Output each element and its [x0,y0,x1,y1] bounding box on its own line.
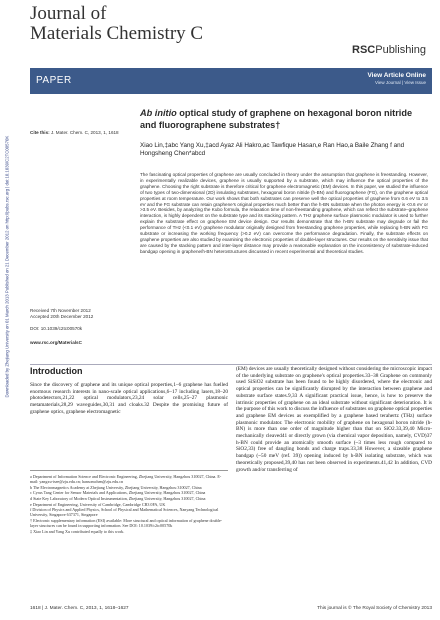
rsc-logo-bold: RSC [352,44,376,56]
article-meta-column [30,130,135,345]
journal-title[interactable] [30,4,203,44]
view-article-online-link[interactable]: View Article Online [367,72,426,79]
footnote: b The Electromagnetics Academy at Zhejiang University, Zhejiang University, Hangzhou 310027, China [30,484,202,490]
body-text-column-2: (EM) devices are usually theoretically designed without considering the microscopic impact of the underlying substrate on graphene's optical properties.33–38 Graphene on commonly used SiSiO2 substrate has been found to be highly disordered, where the electronic and optical properties can be significantly disrupted by the interaction between graphene and substrate surface states.9,33 A significant practical issue, hence, is how to preserve the intrinsic properties of graphene on an ideal substrate without significant deterioration. It is the purpose of this work to discuss the influence of substrates on graphene optical properties and graphene EM devices as exemplified by a graphene based terahertz (THz) surface plasmonic modulator. The electronic mobility of graphene on hexagonal boron nitride (h-BN) is more than one order of magnitude higher than that on SiO2.33,39,40 Micro-mechanically cleaved41 or directly grown (via chemical vapor deposition, namely, CVD)37 h-BN could provide an atomically smooth surface (~3 times less rough compared to SiO2,33) free of dangling bonds and charge traps.33,38 However, a sizeable graphene bandgap (~50 meV (ref. 39)) opening induced by h-BN isolating substrate, which was theoretically proposed,39,40 has not been observed in experiments.41,42 In addition, CVD growth and/or transferring of [236,366,432,473]
article-type-banner [30,68,432,94]
footnote: d State Key Laboratory of Modern Optical Instrumentation, Zhejiang University, Hangzhou 310027, China [30,495,206,501]
footer-citation: 1618 | J. Mater. Chem. C, 2013, 1, 1618–1627 [30,606,129,611]
section-heading-introduction: Introduction [30,366,83,376]
footnote: f Division of Physics and Applied Physics, School of Physical and Mathematical Sciences, Nanyang Technological University, Singapore 637371, Singapore [30,507,219,518]
footnote: a Department of Information Science and Electronic Engineering, Zhejiang University, Hangzhou 310027, China. E-mail: yangxu-isee@zju.edu.cn; hansomchen@zju.edu.cn [30,474,222,485]
journal-title-line2: Materials Chemistry C [30,23,204,44]
journal-url-link[interactable]: www.rsc.org/MaterialsC [30,340,82,345]
article-title-rest: optical study of graphene on hexagonal boron nitride and fluorographene substrates† [140,108,413,130]
journal-title-line1: Journal of [30,3,107,24]
footnote: ‡ Xiao Lin and Yang Xu contributed equally to this work. [30,528,125,534]
banner-links [367,72,426,85]
accepted-date: Accepted 20th December 2012 [30,314,94,319]
affiliation-footnotes [30,470,228,534]
received-date: Received 7th November 2012 [30,308,91,313]
footnote: c Cyrus Tang Center for Sensor Materials and Applications, Zhejiang University, Hangzhou 310027, China [30,490,206,496]
download-stamp-text: Downloaded by Zhejiang University on 01 March 2013 Published on 21 December 2012 on http://pubs.rsc.org | doi:10.1039/C2TC00570K [4,135,10,398]
citation-text: J. Mater. Chem. C, 2013, 1, 1618 [50,130,119,135]
rsc-logo-rest: Publishing [375,44,426,56]
article-type-label: PAPER [36,75,72,86]
doi[interactable]: DOI: 10.1039/c2tc00570k [30,326,83,331]
footnote: e Department of Engineering, University of Cambridge, Cambridge CB3 0FA, UK [30,501,166,507]
citation [30,130,135,136]
body-text-column-1: Since the discovery of graphene and its unique optical properties,1–6 graphene has fuelled enormous research interests in nano-scale optical applications,6–17 including lasers,18–20 photodetectors,21,22 optical modulators,23,24 solar cells,25–27 plasmonic metamaterials,28,29 waveguides,30,31 and cloaks.32 Despite the promising future of graphene optics, graphene electromagnetic [30,382,228,415]
article-dates [30,308,135,320]
article-title [140,108,425,131]
citation-label: Cite this: [30,130,50,135]
view-journal-issue-link[interactable]: View Journal | View Issue [374,80,426,85]
rsc-publishing-logo[interactable] [352,44,426,56]
download-stamp [2,135,12,400]
section-divider [30,364,432,365]
footer-copyright: This journal is © The Royal Society of Chemistry 2013 [317,606,432,611]
journal-header [30,4,430,66]
author-list: Xiao Lin,‡abc Yang Xu,‡acd Ayaz Ali Hakro,ac Tawfique Hasan,e Ran Hao,a Baile Zhang f and Hongsheng Chen*abcd [140,142,405,158]
footnote: † Electronic supplementary information (ESI) available: More structural and optical information of graphene double-layer structures can be found in supporting information. See DOI: 10.1039/c2tc00570k [30,517,223,528]
abstract: The fascinating optical properties of graphene are usually concluded in theory under the assumption that graphene is freestanding. However, in experimentally realizable devices, graphene is usually supported by a substrate, which may influence the optical properties of the graphene. Choosing the right substrate is therefore critical for graphene electromagnetic (EM) devices. In this paper, we studied the influence of two types of two-dimensional (2D) insulating substrates, hexagonal boron nitride (h-BN) and fluorographene (FG), on the graphene optical properties at room temperature. Our work shows that both substrates can preserve well the optical properties of graphene from 0.6 eV to 3.5 eV and the FG substrate can retain graphene's original properties much better than the h-BN substrate when the photon energy is <0.6 eV or >3.5 eV. Besides, by analyzing the Kubo formula, the relaxation time of non-freestanding graphene, which can reflect the substrate–graphene interaction, is highly dependent on the substrate type and its stacking pattern. A THz graphene surface plasmonic modulator is used to further explain the substrate effect on graphene EM device design. Our results demonstrate that the h-BN substrate may degrade or fail the performance of THz (<0.1 eV) graphene modulator originally designed from freestanding graphene properties, while replacing h-BN with FG substrate or increasing the working frequency (>0.2 eV) can overcome the performance degradation. Finally, the substrate effects on graphene properties are also studied by examining the electronic properties of double-layer structures. Our results on the sensitivity issue that are caused by the stacking pattern and inter-layer distance may provide a reasonable explanation on the inconsistency of substrate-induced bandgap opening in graphene/h-BN heterostructures discussed in recent experimental and theoretical studies. [140,172,428,254]
article-title-italic: Ab initio [140,108,177,118]
